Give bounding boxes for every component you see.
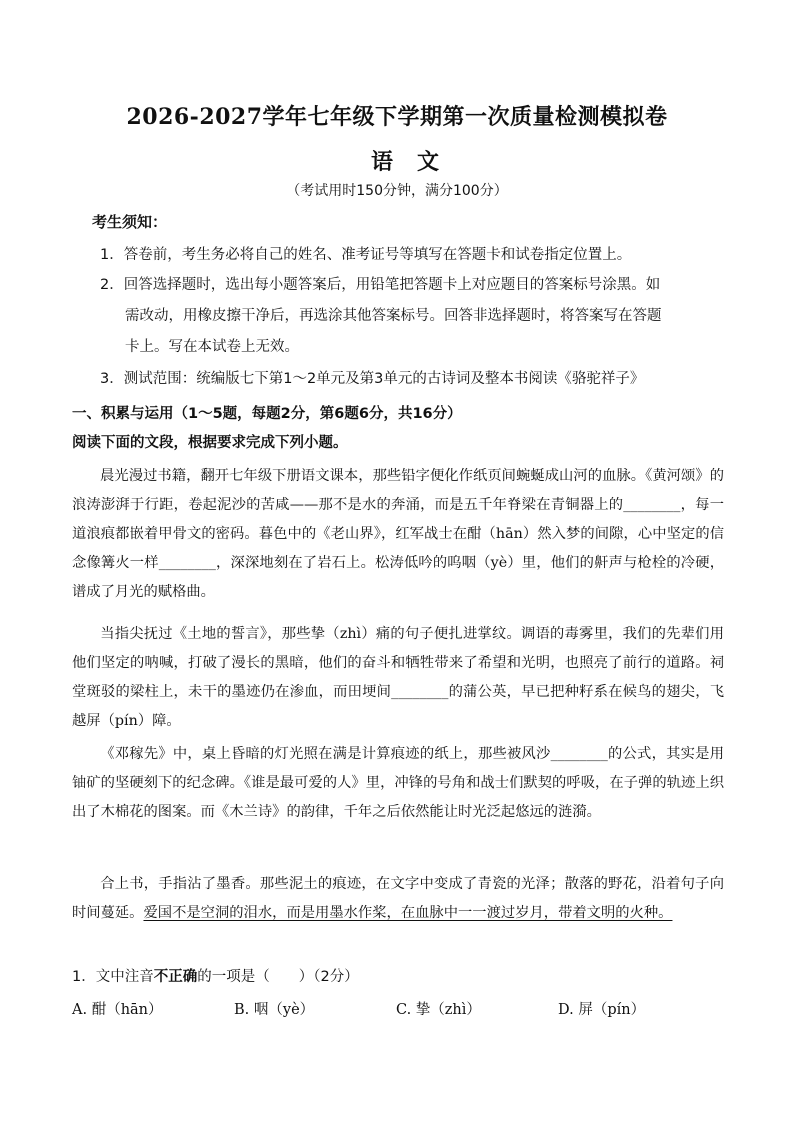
notice-item-2	[100, 270, 730, 363]
question-1-emphasis: 不正确	[153, 969, 198, 985]
notice-item-2-line1: 2．回答选择题时，选出每小题答案后，用铅笔把答题卡上对应题目的答案标号涂黑。如	[100, 277, 661, 293]
notice-item-3: 3．测试范围：统编版七下第1～2单元及第3单元的古诗词及整本书阅读《骆驼祥子》	[100, 371, 645, 387]
underlined-sentence: 爱国不是空洞的泪水，而是用墨水作桨，在血脉中一一渡过岁月，带着文明的火种。	[143, 905, 673, 921]
option-b[interactable]: B. 咽（yè）	[234, 1002, 315, 1018]
section-heading: 一、积累与运用（1～5题，每题2分，第6题6分，共16分）	[72, 406, 462, 422]
notice-item-2-line3: 卡上。写在本试卷上无效。	[125, 339, 299, 355]
option-d[interactable]: D. 屏（pín）	[558, 1002, 646, 1018]
passage-paragraph-1	[72, 462, 724, 607]
question-1-stem-c: 的一项是（ ）（2分）	[197, 969, 359, 985]
passage-paragraph-3	[72, 740, 724, 827]
option-a[interactable]: A. 酣（hān）	[72, 1002, 163, 1018]
passage-p4-text: 合上书，手指沾了墨香。那些泥土的痕迹，在文字中变成了青瓷的光泽；散落的野花，沿着句子向时间蔓延。	[72, 876, 724, 921]
option-c[interactable]: C. 挚（zhì）	[396, 1002, 481, 1018]
exam-title: 2026-2027学年七年级下学期第一次质量检测模拟卷	[126, 104, 668, 130]
passage-p3-text: 《邓稼先》中，桌上昏暗的灯光照在满是计算痕迹的纸上，那些被风沙________的公式，其实是用铀矿的坚硬刻下的纪念碑。《谁是最可爱的人》里，冲锋的号角和战士们默契的呼吸，在子弹的轨迹上织出了木棉花的图案。而《木兰诗》的韵律，千年之后依然能让时光泛起悠远的涟漪。	[72, 746, 724, 820]
passage-p1-text: 晨光漫过书籍，翻开七年级下册语文课本，那些铅字便化作纸页间蜿蜒成山河的血脉。《黄河颂》的浪涛澎湃于行距，卷起泥沙的苦咸——那不是水的奔涌，而是五千年脊梁在青铜器上的________，每一道浪痕都嵌着甲骨文的密码。暮色中的《老山界》，红军战士在酣（hān）然入梦的间隙，心中坚定的信念像篝火一样________，深深地刻在了岩石上。松涛低吟的呜咽（yè）里，他们的鼾声与枪栓的冷硬，谱成了月光的赋格曲。	[72, 468, 724, 600]
passage-p2-text: 当指尖抚过《土地的誓言》，那些挚（zhì）痛的句子便扎进掌纹。调语的毒雾里，我们的先辈们用他们坚定的呐喊，打破了漫长的黑暗，他们的奋斗和牺牲带来了希望和光明，也照亮了前行的道路。祠堂斑驳的梁柱上，未干的墨迹仍在渗血，而田埂间________的蒲公英，早已把种籽系在候鸟的翅尖，飞越屏（pín）障。	[72, 626, 724, 729]
notice-item-1: 1．答卷前，考生务必将自己的姓名、准考证号等填写在答题卡和试卷指定位置上。	[100, 247, 632, 263]
passage-paragraph-2	[72, 620, 724, 736]
passage-paragraph-4	[72, 870, 724, 928]
notice-item-2-line2: 需改动，用橡皮擦干净后，再选涂其他答案标号。回答非选择题时，将答案写在答题	[125, 308, 662, 324]
question-1-stem-a: 1．文中注音	[72, 969, 154, 985]
exam-info: （考试用时150分钟，满分100分）	[286, 183, 508, 199]
notice-heading: 考生须知：	[92, 213, 168, 231]
reading-instruction: 阅读下面的文段，根据要求完成下列小题。	[72, 435, 348, 451]
subject-title: 语文	[370, 149, 463, 175]
question-1-stem	[72, 965, 359, 986]
